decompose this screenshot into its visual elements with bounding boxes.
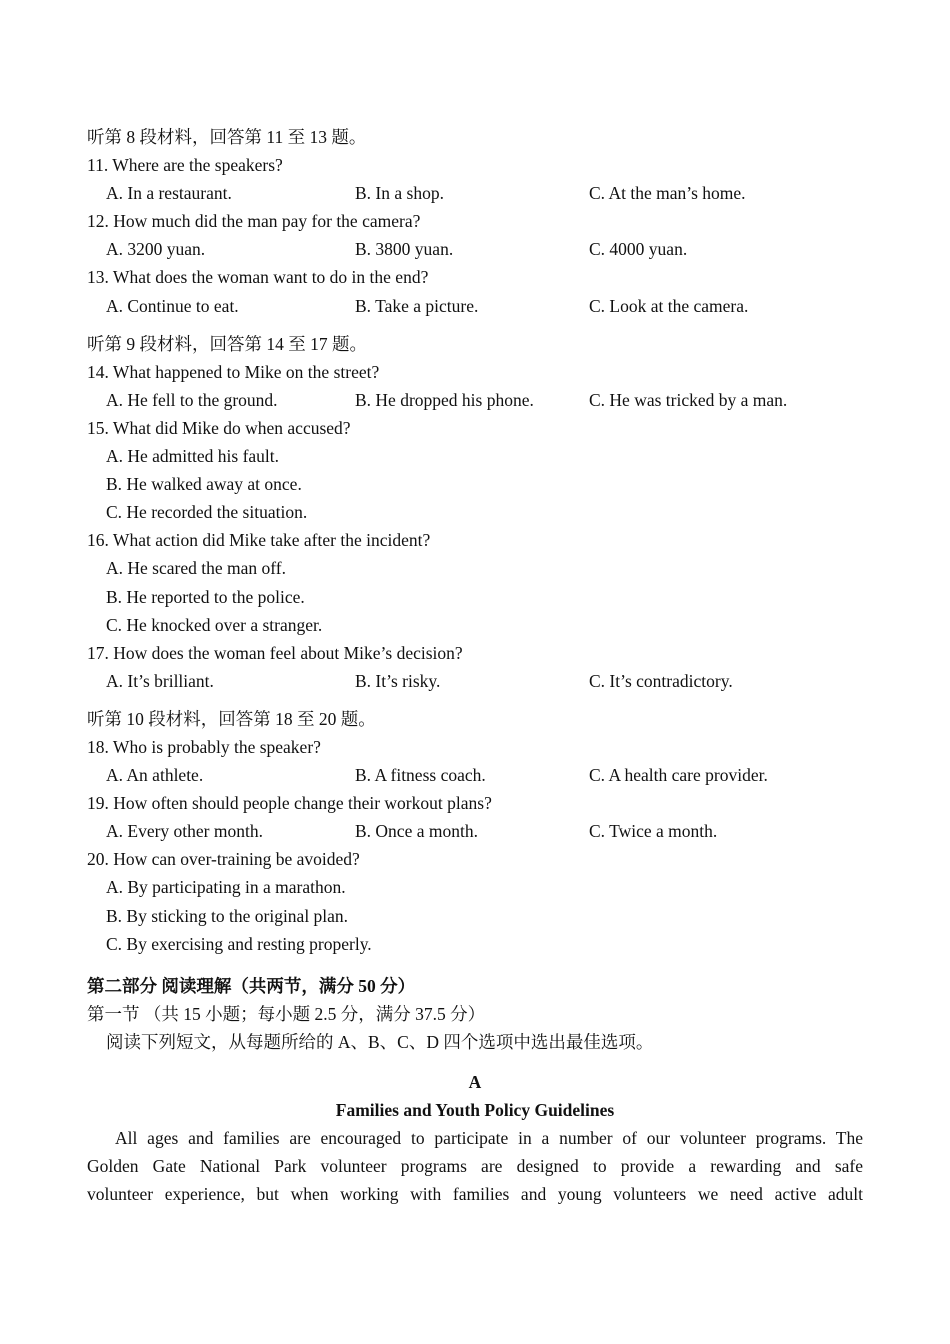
option-20-a: A. By participating in a marathon. xyxy=(106,877,346,898)
question-16: 16. What action did Mike take after the incident? xyxy=(87,530,431,551)
option-14-b: B. He dropped his phone. xyxy=(355,389,534,410)
question-18: 18. Who is probably the speaker? xyxy=(87,736,321,757)
option-14-a: A. He fell to the ground. xyxy=(106,389,278,410)
question-15: 15. What did Mike do when accused? xyxy=(87,417,351,438)
option-20-c: C. By exercising and resting properly. xyxy=(106,933,372,954)
section-header-9: 听第 9 段材料，回答第 14 至 17 题。 xyxy=(87,333,367,354)
question-17: 17. How does the woman feel about Mike’s decision? xyxy=(87,642,463,663)
option-15-c: C. He recorded the situation. xyxy=(106,502,308,523)
option-12-c: C. 4000 yuan. xyxy=(589,239,688,260)
option-11-c: C. At the man’s home. xyxy=(589,183,746,204)
option-14-c: C. He was tricked by a man. xyxy=(589,389,788,410)
option-19-a: A. Every other month. xyxy=(106,821,263,842)
option-17-c: C. It’s contradictory. xyxy=(589,670,733,691)
option-16-c: C. He knocked over a stranger. xyxy=(106,614,323,635)
options-11 xyxy=(87,179,863,207)
passage-label: A xyxy=(468,1072,482,1092)
option-19-c: C. Twice a month. xyxy=(589,821,718,842)
passage-line-1: All ages and families are encouraged to participate in a number of our volunteer programs. The xyxy=(115,1128,863,1149)
option-13-c: C. Look at the camera. xyxy=(589,295,749,316)
option-11-b: B. In a shop. xyxy=(355,183,444,204)
section-header-8: 听第 8 段材料，回答第 11 至 13 题。 xyxy=(87,127,367,147)
question-20: 20. How can over-training be avoided? xyxy=(87,849,360,870)
passage-line-2: Golden Gate National Park volunteer programs are designed to provide a rewarding and safe xyxy=(87,1156,863,1177)
option-17-b: B. It’s risky. xyxy=(355,670,441,691)
exam-page xyxy=(87,123,863,1208)
question-14: 14. What happened to Mike on the street? xyxy=(87,361,380,382)
option-15-a: A. He admitted his fault. xyxy=(106,446,280,467)
question-11: 11. Where are the speakers? xyxy=(87,155,283,176)
question-19: 19. How often should people change their workout plans? xyxy=(87,793,492,814)
reading-instruction: 阅读下列短文，从每题所给的 A、B、C、D 四个选项中选出最佳选项。 xyxy=(106,1031,654,1052)
option-16-b: B. He reported to the police. xyxy=(106,586,305,607)
passage-title: Families and Youth Policy Guidelines xyxy=(335,1100,615,1121)
options-13 xyxy=(87,292,863,320)
question-12: 12. How much did the man pay for the camera? xyxy=(87,211,421,232)
part-two-title: 第二部分 阅读理解（共两节，满分 50 分） xyxy=(87,975,416,996)
option-11-a: A. In a restaurant. xyxy=(106,183,232,204)
option-12-a: A. 3200 yuan. xyxy=(106,239,206,260)
option-12-b: B. 3800 yuan. xyxy=(355,239,454,260)
option-17-a: A. It’s brilliant. xyxy=(106,670,214,691)
option-18-b: B. A fitness coach. xyxy=(355,765,486,786)
section-one-header: 第一节 （共 15 小题；每小题 2.5 分，满分 37.5 分） xyxy=(87,1003,486,1024)
option-18-a: A. An athlete. xyxy=(106,765,204,786)
options-14 xyxy=(87,386,863,414)
options-12 xyxy=(87,235,863,263)
option-20-b: B. By sticking to the original plan. xyxy=(106,905,349,926)
option-19-b: B. Once a month. xyxy=(355,821,478,842)
options-18 xyxy=(87,761,863,789)
option-15-b: B. He walked away at once. xyxy=(106,474,302,495)
question-13: 13. What does the woman want to do in the end? xyxy=(87,267,429,288)
options-17 xyxy=(87,667,863,695)
option-16-a: A. He scared the man off. xyxy=(106,558,286,579)
options-19 xyxy=(87,817,863,845)
section-header-10: 听第 10 段材料，回答第 18 至 20 题。 xyxy=(87,708,376,729)
passage-line-3: volunteer experience, but when working with families and young volunteers we need active adult xyxy=(87,1184,863,1205)
option-13-a: A. Continue to eat. xyxy=(106,295,239,316)
option-13-b: B. Take a picture. xyxy=(355,295,479,316)
option-18-c: C. A health care provider. xyxy=(589,765,768,786)
